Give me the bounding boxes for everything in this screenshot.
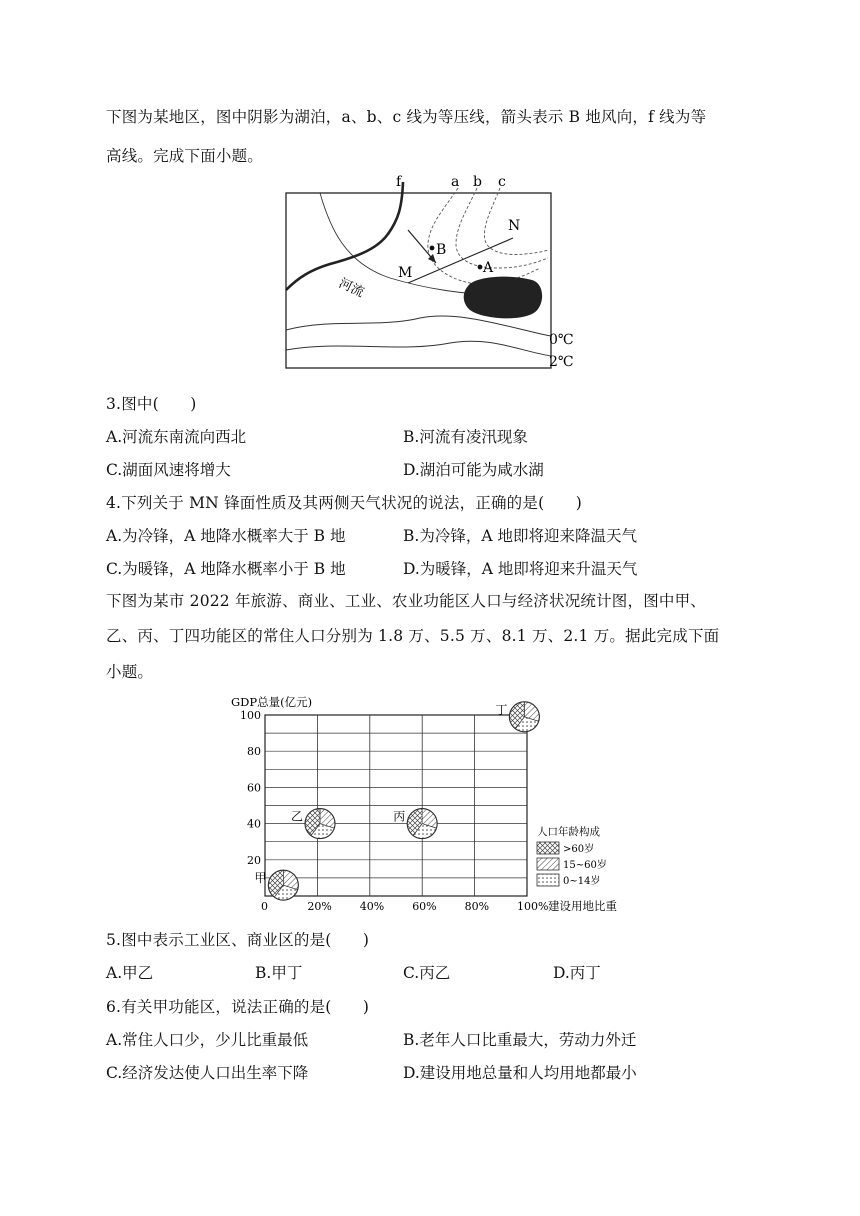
river (286, 182, 403, 290)
q3-option-a[interactable]: A.河流东南流向西北 (106, 428, 247, 446)
q4-option-b[interactable]: B.为冷锋，A 地即将迎来降温天气 (403, 527, 637, 545)
point-b (430, 246, 435, 251)
label-iso2: 2℃ (549, 354, 574, 370)
q5-option-c[interactable]: C.丙乙 (403, 964, 451, 982)
x-tick-label: 0 (261, 900, 268, 913)
q4-stem: 4.下列关于 MN 锋面性质及其两侧天气状况的说法，正确的是( ) (106, 494, 582, 512)
x-tick-label: 20% (307, 900, 332, 913)
chart-x-label: 建设用地比重 (548, 899, 617, 913)
label-n: N (508, 218, 521, 234)
q5-option-d[interactable]: D.丙丁 (553, 964, 601, 982)
x-tick-label: 60% (412, 900, 437, 913)
legend-swatch-old (537, 842, 559, 854)
legend-label-child: 0~14岁 (563, 876, 601, 887)
point-乙 (291, 809, 335, 839)
q3-option-b[interactable]: B.河流有凌汛现象 (403, 428, 528, 446)
legend-title: 人口年龄构成 (537, 826, 600, 838)
chart-points (254, 702, 539, 900)
point-label: 甲 (254, 871, 267, 886)
q6-option-b[interactable]: B.老年人口比重最大，劳动力外迁 (403, 1031, 637, 1049)
x-tick-label: 40% (359, 900, 385, 913)
point-label: 丙 (393, 809, 406, 824)
intro2-line-3: 小题。 (106, 663, 154, 681)
label-point-b: B (436, 242, 447, 258)
isotherm-0 (286, 316, 551, 336)
q6-stem: 6.有关甲功能区，说法正确的是( ) (106, 998, 370, 1016)
population-economy-chart (225, 688, 645, 918)
label-f: f (396, 174, 402, 190)
label-b: b (473, 174, 482, 190)
legend-swatch-child (537, 874, 559, 886)
q4-option-d[interactable]: D.为暖锋，A 地即将迎来升温天气 (403, 560, 638, 578)
y-tick-label: 100 (240, 709, 261, 722)
x-tick-label: 80% (464, 900, 490, 913)
legend-label-old: >60岁 (563, 844, 595, 855)
front-mn (408, 238, 513, 283)
label-river: 河流 (336, 276, 367, 301)
q4-option-a[interactable]: A.为冷锋，A 地降水概率大于 B 地 (106, 527, 346, 545)
point-甲 (254, 870, 298, 900)
q5-option-b[interactable]: B.甲丁 (255, 964, 303, 982)
q6-option-c[interactable]: C.经济发达使人口出生率下降 (106, 1064, 309, 1082)
point-丙 (393, 809, 437, 839)
point-丁 (495, 702, 539, 732)
q5-option-a[interactable]: A.甲乙 (106, 964, 154, 982)
chart-y-label: GDP总量(亿元) (231, 695, 313, 709)
y-tick-label: 60 (247, 781, 261, 795)
q3-stem: 3.图中( ) (106, 395, 197, 413)
q3-option-d[interactable]: D.湖泊可能为咸水湖 (403, 461, 544, 479)
q4-option-c[interactable]: C.为暖锋，A 地降水概率小于 B 地 (106, 560, 346, 578)
q3-option-c[interactable]: C.湖面风速将增大 (106, 461, 231, 479)
intro2-line-2: 乙、丙、丁四功能区的常住人口分别为 1.8 万、5.5 万、8.1 万、2.1 万。据此完成下面 (106, 627, 720, 645)
legend-label-adult: 15~60岁 (563, 860, 607, 871)
y-tick-label: 80 (247, 745, 261, 759)
q6-option-d[interactable]: D.建设用地总量和人均用地都最小 (403, 1064, 637, 1082)
label-m: M (398, 265, 413, 281)
label-point-a: A (483, 260, 494, 276)
intro-line-1: 下图为某地区，图中阴影为湖泊，a、b、c 线为等压线，箭头表示 B 地风向，f 线为等 (106, 108, 707, 126)
label-a: a (451, 174, 460, 190)
lake (464, 277, 542, 319)
y-tick-label: 20 (247, 853, 261, 867)
weather-map (270, 168, 590, 378)
chart-legend (537, 825, 607, 887)
point-label: 丁 (495, 702, 508, 717)
legend-swatch-adult (537, 858, 559, 870)
point-a (478, 265, 483, 270)
x-tick-label: 100% (517, 900, 549, 913)
y-tick-label: 40 (247, 817, 261, 831)
q6-option-a[interactable]: A.常住人口少，少儿比重最低 (106, 1031, 309, 1049)
point-label: 乙 (291, 809, 304, 824)
intro2-line-1: 下图为某市 2022 年旅游、商业、工业、农业功能区人口与经济状况统计图，图中甲、 (106, 592, 707, 610)
intro-line-2: 高线。完成下面小题。 (106, 147, 264, 165)
chart-grid (265, 715, 527, 896)
isotherm-2 (286, 341, 551, 356)
label-iso0: 0℃ (549, 332, 574, 348)
label-c: c (498, 174, 506, 190)
q5-stem: 5.图中表示工业区、商业区的是( ) (106, 931, 370, 949)
